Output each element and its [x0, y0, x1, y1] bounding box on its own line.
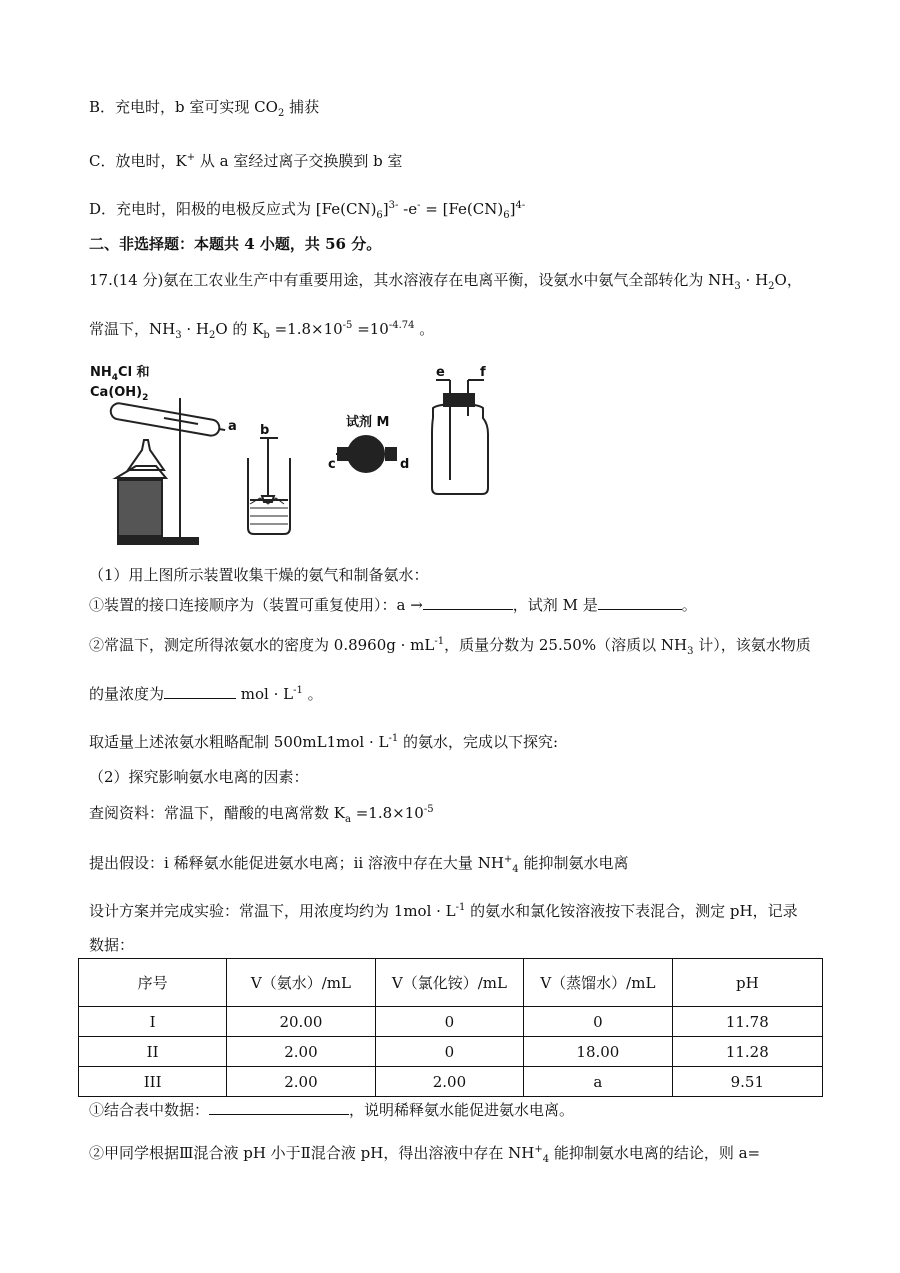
table-header-cell: 序号	[79, 959, 227, 1007]
q17-part1-a: ①装置的接口连接顺序为（装置可重复使用）：a → ，试剂 M 是 。	[89, 596, 697, 614]
q17-question-a: ①结合表中数据： ，说明稀释氨水能促进氨水电离。	[89, 1101, 575, 1119]
option-d: D．充电时，阳极的电极反应式为 $[Fe(CN)_6]^{3-}$ $-e^- = [Fe(CN)_6]^{4-}$	[89, 200, 526, 221]
q17-dilute: 取适量上述浓氨水粗略配制 $500mL1mol \cdot L^{-1}$ 的氨水，完成以下探究:	[89, 733, 559, 751]
table-cell: 0	[375, 1007, 523, 1037]
q17-intro: 17.(14 分)氨在工农业生产中有重要用途，其水溶液存在电离平衡，设氨水中氨气全部转化为 $NH_3 \cdot H_2O$，	[89, 271, 802, 292]
q17-part1-b: ②常温下，测定所得浓氨水的密度为 $0.8960g \cdot mL^{-1}$，质量分数为 25.50%（溶质以 $NH_3$ 计），该氨水物质	[89, 636, 811, 657]
table-row	[79, 1037, 823, 1067]
table-cell: 2.00	[227, 1037, 375, 1067]
section-heading: 二、非选择题：本题共 4 小题，共 56 分。	[89, 235, 382, 253]
bottle-stopper	[444, 394, 474, 406]
table-cell: 2.00	[375, 1067, 523, 1097]
port-c-label: c	[328, 457, 336, 472]
table-cell: 18.00	[524, 1037, 672, 1067]
table-cell: a	[524, 1067, 672, 1097]
apparatus-figure	[88, 358, 528, 548]
q17-reference: 查阅资料：常温下，醋酸的电离常数 $K_a =1.8\times 10^{-5}$	[89, 804, 434, 825]
q17-design: 设计方案并完成实验：常温下，用浓度均约为 $1mol \cdot L^{-1}$ 的氨水和氯化铵溶液按下表混合，测定 pH，记录	[89, 902, 798, 920]
reaction-tube	[109, 402, 226, 438]
q17-part2: （2）探究影响氨水电离的因素：	[89, 768, 309, 786]
experiment-table	[78, 958, 823, 1097]
table-header-cell: pH	[672, 959, 822, 1007]
gas-bottle	[432, 404, 488, 494]
table-cell: III	[79, 1067, 227, 1097]
table-row	[79, 1067, 823, 1097]
table-header-cell: V（氨水）/mL	[227, 959, 375, 1007]
table-cell: 0	[375, 1037, 523, 1067]
answer-blank[interactable]	[423, 595, 513, 610]
heating-block	[118, 480, 162, 536]
table-header-row	[79, 959, 823, 1007]
table-header-cell: V（蒸馏水）/mL	[524, 959, 672, 1007]
option-b: B．充电时，b 室可实现 $CO_2$ 捕获	[89, 98, 320, 119]
port-e-label: e	[436, 365, 445, 380]
q17-kb: 常温下，$NH_3 \cdot H_2O$ 的 $K_b =1.8\times 10^{-5} =10^{-4.74}$ 。	[89, 320, 435, 341]
option-c: C．放电时，K+ 从 a 室经过离子交换膜到 b 室	[89, 152, 403, 170]
answer-blank[interactable]	[598, 595, 682, 610]
reagent-label-2: $Ca(OH)_2$	[90, 385, 149, 403]
port-a-label: a	[228, 419, 237, 434]
answer-blank[interactable]	[209, 1100, 349, 1115]
q17-design-2: 数据：	[89, 936, 135, 954]
port-f-label: f	[480, 365, 486, 380]
table-cell: I	[79, 1007, 227, 1037]
q17-part1: （1）用上图所示装置收集干燥的氨气和制备氨水：	[89, 566, 429, 584]
table-cell: 11.28	[672, 1037, 822, 1067]
q17-part1-c: 的量浓度为 mol · $L^{-1}$ 。	[89, 685, 323, 703]
answer-blank[interactable]	[164, 684, 236, 699]
table-cell: 11.78	[672, 1007, 822, 1037]
port-d-label: d	[400, 457, 410, 472]
stand-base	[118, 538, 198, 544]
reagent-label-1: $NH_4Cl$ 和	[90, 365, 150, 383]
table-cell: II	[79, 1037, 227, 1067]
table-cell: 2.00	[227, 1067, 375, 1097]
table-header-cell: V（氯化铵）/mL	[375, 959, 523, 1007]
table-cell: 0	[524, 1007, 672, 1037]
table-row	[79, 1007, 823, 1037]
q17-hypothesis: 提出假设：i 稀释氨水能促进氨水电离；ii 溶液中存在大量 $NH^+_4$ 能抑制氨水电离	[89, 854, 629, 875]
q17-question-b: ②甲同学根据Ⅲ混合液 pH 小于Ⅱ混合液 pH，得出溶液中存在 $NH^+_4$ 能抑制氨水电离的结论，则 a=	[89, 1144, 761, 1165]
reagent-m-label: 试剂 M	[346, 415, 390, 430]
port-b-label: b	[260, 423, 270, 438]
table-cell: 20.00	[227, 1007, 375, 1037]
table-cell: 9.51	[672, 1067, 822, 1097]
